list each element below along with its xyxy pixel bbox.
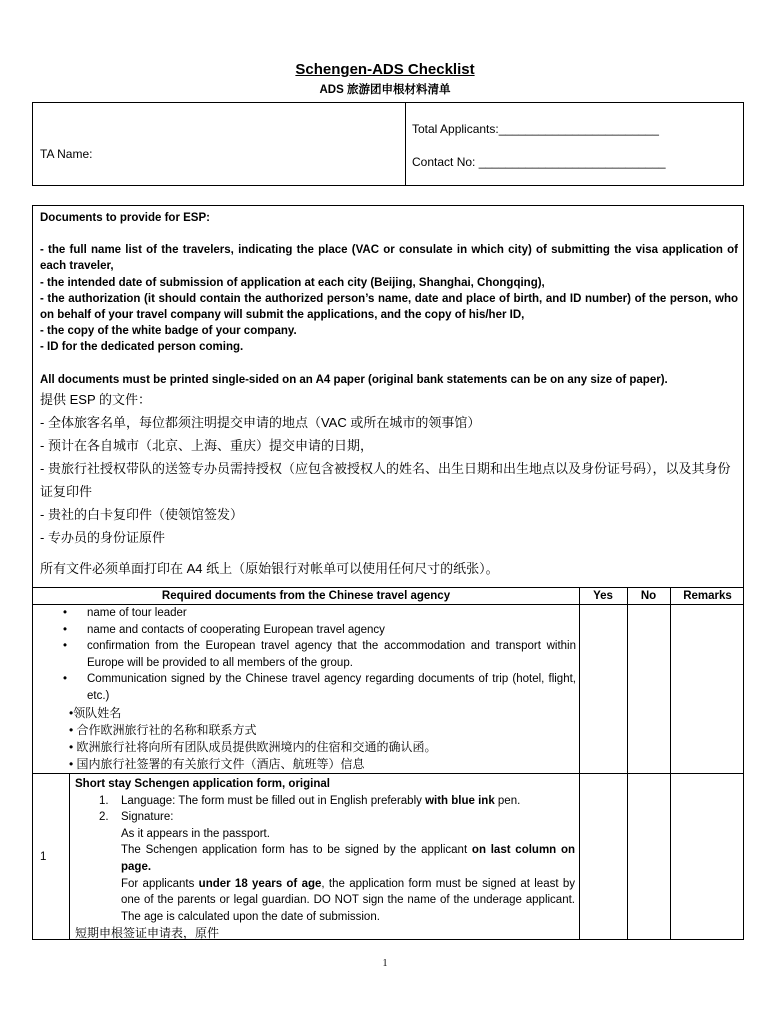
minors-note: For applicants under 18 years of age, the application form must be signed at least by one of the parents or legal guardian. DO NOT sign the name of the underage applicant. The age is calculated upon the date of submission. (121, 877, 575, 923)
list-item: 1. Language: The form must be filled out in English preferably with blue ink pen. (99, 794, 521, 807)
esp-cn-heading: 提供 ESP 的文件： (40, 391, 152, 407)
list-item: • confirmation from the European travel agency that the accommodation and transport within Europe will be provided to all members of the group. (63, 640, 576, 669)
list-item: • name of tour leader (63, 607, 187, 619)
total-applicants-field: Total Applicants:________________________ (412, 122, 659, 136)
agency-cn-item: • 欧洲旅行社将向所有团队成员提供欧洲境内的住宿和交通的确认函。 (69, 740, 437, 754)
col-divider-number (69, 773, 70, 939)
esp-documents-section (40, 210, 738, 580)
header-box (32, 102, 744, 186)
yes-header: Yes (593, 590, 613, 602)
checklist-table (32, 205, 744, 940)
col-divider-no (627, 587, 628, 939)
esp-item: - ID for the dedicated person coming. (40, 341, 244, 354)
agency-cn-item: •领队姓名 (69, 706, 122, 720)
col-divider-remarks (670, 587, 671, 939)
esp-cn-item: - 贵社的白卡复印件（使领馆签发） (40, 506, 243, 522)
document-subtitle: ADS 旅游团申根材料清单 (319, 84, 451, 96)
esp-item: - the copy of the white badge of your company. (40, 325, 297, 338)
contact-no-field: Contact No: ____________________________ (412, 155, 666, 169)
remarks-header: Remarks (683, 590, 732, 602)
agency-cn-item: • 国内旅行社签署的有关旅行文件（酒店、航班等）信息 (69, 757, 365, 771)
row-number: 1 (40, 851, 47, 863)
required-documents-header: Required documents from the Chinese travel agency (161, 590, 451, 602)
row-title: Short stay Schengen application form, original (75, 778, 330, 790)
esp-cn-item: - 专办员的身份证原件 (40, 529, 165, 545)
row-divider (33, 773, 743, 774)
esp-note: All documents must be printed single-sided on an A4 paper (original bank statements can be on any size of paper). (40, 373, 668, 386)
row-title-cn: 短期申根签证申请表，原件 (75, 926, 220, 941)
col-divider-yes (579, 587, 580, 939)
esp-item: - the full name list of the travelers, indicating the place (VAC or consulate in which city) of submitting the visa application of each traveler, (40, 244, 738, 273)
esp-item: - the intended date of submission of application at each city (Beijing, Shanghai, Chongqing), (40, 276, 545, 289)
esp-item: - the authorization (it should contain the authorized person’s name, date and place of birth, and ID number) of the person, who on behalf of your travel company will submit the applications, and the copy of his/her ID, (40, 292, 738, 322)
list-item: • name and contacts of cooperating European travel agency (63, 623, 385, 636)
header-divider (405, 103, 406, 185)
list-item: 2. Signature: (99, 811, 174, 824)
list-item: • Communication signed by the Chinese travel agency regarding documents of trip (hotel, flight, etc.) (63, 673, 576, 702)
application-form-requirement (75, 776, 575, 942)
esp-heading: Documents to provide for ESP: (40, 212, 210, 224)
esp-cn-item: - 预计在各自城市（北京、上海、重庆）提交申请的日期， (40, 437, 373, 453)
esp-cn-item: - 全体旅客名单，每位都须注明提交申请的地点（VAC 或所在城市的领事馆） (40, 414, 481, 430)
page-number: 1 (382, 958, 388, 969)
document-title: Schengen-ADS Checklist (295, 61, 475, 78)
agency-cn-item: • 合作欧洲旅行社的名称和联系方式 (69, 723, 257, 737)
no-header: No (640, 590, 657, 602)
esp-cn-item: - 贵旅行社授权带队的送签专办员需持授权（应包含被授权人的姓名、出生日期和出生地点以及身份证号码），以及其身份证复印件 (40, 460, 731, 499)
esp-cn-note: 所有文件必须单面打印在 A4 纸上（原始银行对帐单可以使用任何尺寸的纸张）。 (40, 560, 499, 576)
agency-requirements-list (61, 605, 576, 704)
ta-name-field: TA Name: (40, 147, 93, 161)
passport-note: As it appears in the passport. (121, 827, 270, 840)
signature-note: The Schengen application form has to be signed by the applicant on last column on page. (121, 844, 575, 873)
